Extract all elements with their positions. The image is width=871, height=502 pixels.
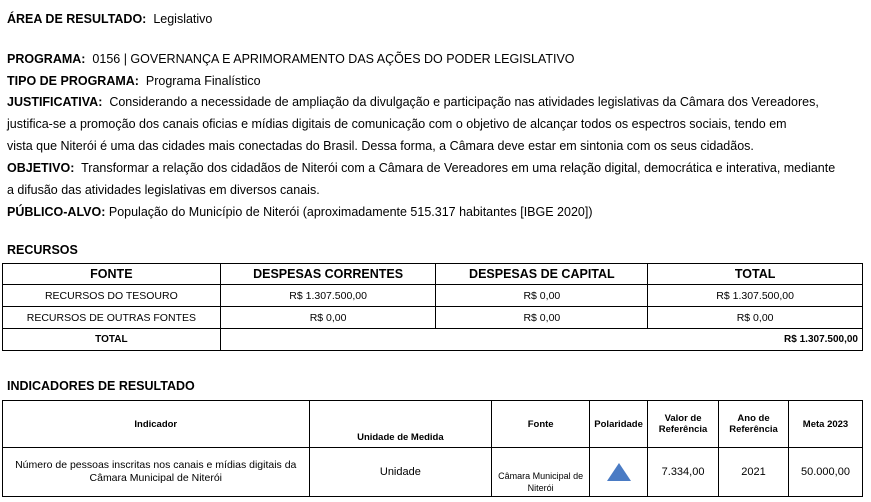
justificativa-label: JUSTIFICATIVA: bbox=[7, 95, 103, 109]
recursos-table bbox=[2, 263, 863, 351]
justificativa-line-1: JUSTIFICATIVA: Considerando a necessidade de ampliação da divulgação e participação nas atividades legislativas da Câmara dos Vereadores, bbox=[7, 95, 819, 109]
table-row bbox=[3, 307, 863, 329]
recursos-title: RECURSOS bbox=[7, 243, 78, 257]
cell-valor-referencia: 7.334,00 bbox=[648, 448, 719, 497]
justificativa-line-3: vista que Niterói é uma das cidades mais conectadas do Brasil. Dessa forma, a Câmara deve estar em sintonia com os seus cidadãos. bbox=[7, 139, 754, 153]
col-header-fonte: FONTE bbox=[3, 264, 221, 285]
col-header-ano-referencia: Ano de Referência bbox=[719, 401, 789, 448]
table-total-row bbox=[3, 329, 863, 351]
objetivo-line-1: OBJETIVO: Transformar a relação dos cidadãos de Niterói com a Câmara de Vereadores em uma relação digital, democrática e interativa, mediante bbox=[7, 161, 836, 175]
cell-ano-referencia: 2021 bbox=[719, 448, 789, 497]
table-header-row bbox=[3, 401, 863, 448]
cell-unidade: Unidade bbox=[309, 448, 492, 497]
publico-alvo bbox=[7, 204, 593, 220]
cell-capital: R$ 0,00 bbox=[436, 285, 648, 307]
indicadores-table bbox=[2, 400, 863, 497]
table-row bbox=[3, 285, 863, 307]
area-value: Legislativo bbox=[153, 12, 213, 26]
cell-fonte: Câmara Municipal de Niterói bbox=[492, 448, 590, 497]
total-label: TOTAL bbox=[3, 329, 221, 351]
justificativa-line-2: justifica-se a promoção dos canais oficias e mídias digitais de comunicação com o objetivo de alcançar todos os espectros sociais, tendo em bbox=[7, 117, 787, 131]
col-header-correntes: DESPESAS CORRENTES bbox=[220, 264, 436, 285]
table-header-row bbox=[3, 264, 863, 285]
objetivo-line-2: a difusão das atividades legislativas em diversos canais. bbox=[7, 183, 320, 197]
col-header-valor-referencia: Valor de Referência bbox=[648, 401, 719, 448]
programa-label: PROGRAMA: bbox=[7, 52, 86, 66]
cell-fonte: RECURSOS DO TESOURO bbox=[3, 285, 221, 307]
col-header-polaridade: Polaridade bbox=[590, 401, 648, 448]
cell-correntes: R$ 1.307.500,00 bbox=[220, 285, 436, 307]
tipo-value: Programa Finalístico bbox=[145, 74, 261, 88]
cell-indicador: Número de pessoas inscritas nos canais e mídias digitais da Câmara Municipal de Niterói bbox=[3, 448, 310, 497]
total-value: R$ 1.307.500,00 bbox=[220, 329, 862, 351]
programa-value: 0156 | GOVERNANÇA E APRIMORAMENTO DAS AÇÕES DO PODER LEGISLATIVO bbox=[92, 52, 575, 66]
cell-correntes: R$ 0,00 bbox=[220, 307, 436, 329]
table-row bbox=[3, 448, 863, 497]
cell-total: R$ 0,00 bbox=[648, 307, 863, 329]
col-header-indicador: Indicador bbox=[3, 401, 310, 448]
area-label: ÁREA DE RESULTADO: bbox=[7, 12, 147, 26]
col-header-total: TOTAL bbox=[648, 264, 863, 285]
cell-meta: 50.000,00 bbox=[788, 448, 862, 497]
col-header-capital: DESPESAS DE CAPITAL bbox=[436, 264, 648, 285]
area-resultado bbox=[7, 11, 212, 27]
col-header-unidade: Unidade de Medida bbox=[309, 401, 492, 448]
cell-fonte: RECURSOS DE OUTRAS FONTES bbox=[3, 307, 221, 329]
cell-capital: R$ 0,00 bbox=[436, 307, 648, 329]
publico-value: População do Município de Niterói (aproximadamente 515.317 habitantes [IBGE 2020]) bbox=[108, 205, 593, 219]
indicadores-title: INDICADORES DE RESULTADO bbox=[7, 379, 195, 393]
triangle-up-icon bbox=[607, 463, 631, 481]
tipo-programa bbox=[7, 73, 261, 89]
tipo-label: TIPO DE PROGRAMA: bbox=[7, 74, 139, 88]
cell-total: R$ 1.307.500,00 bbox=[648, 285, 863, 307]
objetivo-label: OBJETIVO: bbox=[7, 161, 75, 175]
col-header-fonte: Fonte bbox=[492, 401, 590, 448]
col-header-meta: Meta 2023 bbox=[788, 401, 862, 448]
programa bbox=[7, 51, 575, 67]
publico-label: PÚBLICO-ALVO: bbox=[7, 205, 106, 219]
cell-polaridade bbox=[590, 448, 648, 497]
